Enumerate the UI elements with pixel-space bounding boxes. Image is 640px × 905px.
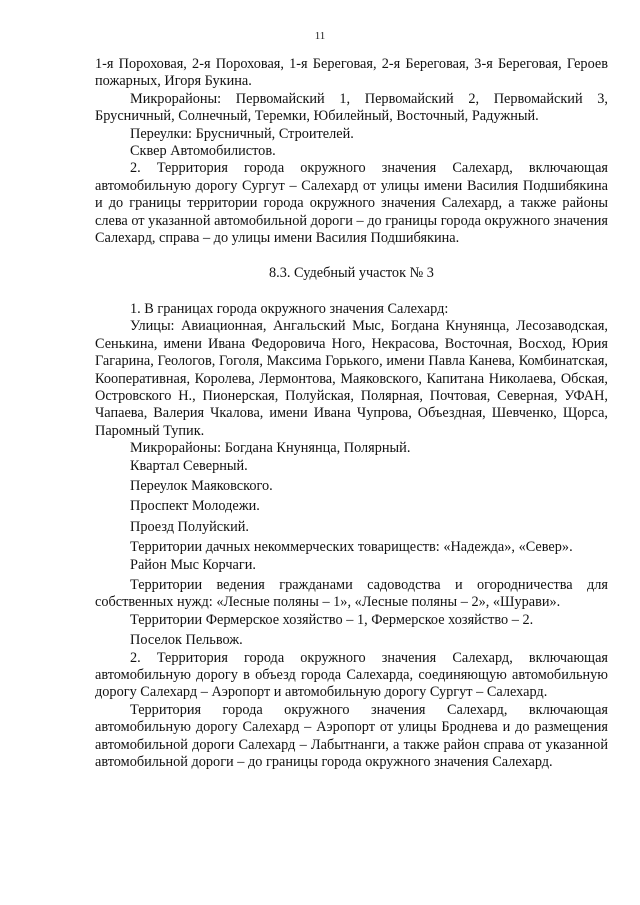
paragraph-territory-2: 2. Территория города окружного значения Салехард, включающая автомобильную дорогу Сургут – Салехард от улицы имени Василия Подшибякина и до границы территории города окружного значения Салехард, а также районы слева от указанной автомобильной дороги – до границы города окружного значения Салехард, справа – до улицы имени Василия Подшибякина. xyxy=(95,160,608,247)
paragraph-lane: Переулок Маяковского. xyxy=(130,477,273,494)
paragraph-quarter: Квартал Северный. xyxy=(130,457,248,474)
paragraph-microdistricts-3: Микрорайоны: Богдана Кнунянца, Полярный. xyxy=(130,440,411,457)
paragraph-boundaries: 1. В границах города окружного значения Салехард: xyxy=(130,300,449,317)
paragraph-dacha-territories: Территории дачных некоммерческих товариществ: «Надежда», «Север». xyxy=(130,539,573,556)
paragraph-airport-road: Территория города окружного значения Салехард, включающая автомобильную дорогу Салехард – Аэропорт от улицы Броднева и до размещения автомобильной дороги Салехард – Лабытнанги, а также район справа от указанной автомобильной дороги – до границы города окружного значения Салехард. xyxy=(95,701,608,771)
paragraph-settlement: Поселок Пельвож. xyxy=(130,632,243,649)
section-heading: 8.3. Судебный участок № 3 xyxy=(269,265,434,282)
page-number: 11 xyxy=(314,30,326,42)
paragraph-passage: Проезд Полуйский. xyxy=(130,518,249,535)
paragraph-gardening-territories: Территории ведения гражданами садоводства и огородничества для собственных нужд: «Лесные поляны – 1», «Лесные поляны – 2», «Шурави». xyxy=(95,576,608,611)
paragraph-lanes: Переулки: Брусничный, Строителей. xyxy=(130,125,354,142)
paragraph-microdistricts: Микрорайоны: Первомайский 1, Первомайский 2, Первомайский 3, Брусничный, Солнечный, Теремки, Юбилейный, Восточный, Радужный. xyxy=(95,90,608,125)
document-body xyxy=(95,56,608,771)
paragraph-district: Район Мыс Корчаги. xyxy=(130,556,256,573)
paragraph-streets-continued: 1-я Пороховая, 2-я Пороховая, 1-я Береговая, 2-я Береговая, 3-я Береговая, Героев пожарных, Игоря Букина. xyxy=(95,56,608,90)
paragraph-square: Сквер Автомобилистов. xyxy=(130,143,276,160)
paragraph-streets: Улицы: Авиационная, Ангальский Мыс, Богдана Кнунянца, Лесозаводская, Сенькина, имени Ивана Федоровича Ного, Некрасова, Восточная, Восход, Юрия Гагарина, Геологов, Гоголя, Максима Горького, имени Павла Канева, Комбинатская, Кооперативная, Королева, Лермонтова, Маяковского, Капитана Николаева, Обская, Островского Н., Пионерская, Полуйская, Полярная, Почтовая, Северная, УФАН, Чапаева, Валерия Чкалова, имени Ивана Чупрова, Объездная, Шевченко, Щорса, Паромный Тупик. xyxy=(95,318,608,439)
paragraph-farm-territories: Территории Фермерское хозяйство – 1, Фермерское хозяйство – 2. xyxy=(130,611,534,628)
paragraph-bypass-road: 2. Территория города окружного значения Салехард, включающая автомобильную дорогу в объезд города Салехарда, соединяющую автомобильную дорогу Салехард – Аэропорт и автомобильную дорогу Сургут – Салехард. xyxy=(95,649,608,701)
paragraph-avenue: Проспект Молодежи. xyxy=(130,498,260,515)
